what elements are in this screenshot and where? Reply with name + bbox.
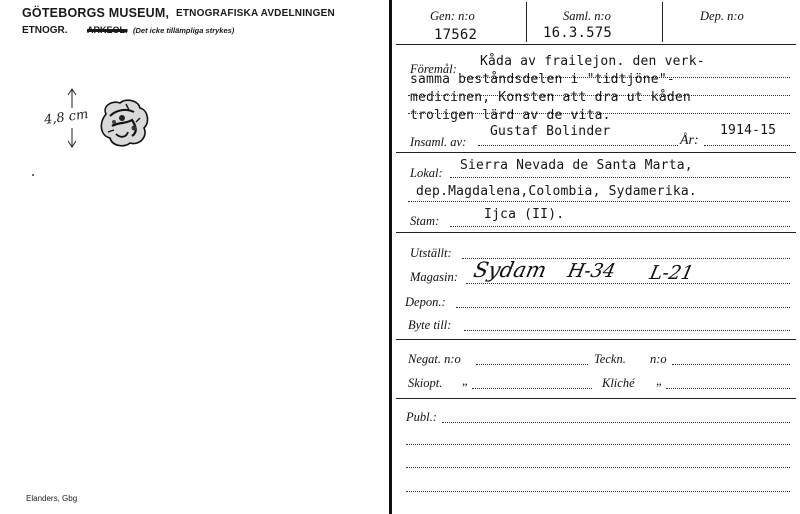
size-note: 4,8 cm xyxy=(43,106,90,129)
lokal-line-1: Sierra Nevada de Santa Marta, xyxy=(460,158,693,173)
section-rule xyxy=(396,339,796,340)
museum-name: GÖTEBORGS MUSEUM, xyxy=(22,6,170,20)
dotted-line xyxy=(450,226,790,227)
ar-value: 1914-15 xyxy=(720,123,777,138)
ditto-mark: „ xyxy=(656,374,663,388)
dotted-line xyxy=(406,491,790,492)
printer-credit: Elanders, Gbg xyxy=(26,494,78,503)
stam-value: Ijca (II). xyxy=(484,207,565,222)
ditto-mark: „ xyxy=(462,374,469,388)
card-left-panel xyxy=(0,0,392,514)
speck-mark xyxy=(32,174,34,176)
dotted-line xyxy=(464,330,790,331)
insaml-value: Gustaf Bolinder xyxy=(490,124,611,139)
dep-label: Dep. n:o xyxy=(700,9,744,23)
struck-note: (Det icke tillämpliga strykes) xyxy=(133,26,235,35)
struck-out-label: ARKEOL. xyxy=(87,25,128,35)
section-rule xyxy=(396,398,796,399)
gen-label: Gen: n:o xyxy=(430,9,475,23)
card-divider xyxy=(389,0,392,514)
magasin-handwriting-1: Sydam xyxy=(471,258,549,282)
stam-label: Stam: xyxy=(410,214,440,228)
magasin-handwriting-2: H-34 xyxy=(565,260,618,282)
insaml-label: Insaml. av: xyxy=(410,135,467,149)
skiopt-label: Skiopt. xyxy=(408,376,443,390)
dotted-line xyxy=(406,444,790,445)
resin-specimen-image xyxy=(96,96,152,150)
byte-label: Byte till: xyxy=(408,318,452,332)
dotted-line xyxy=(408,95,790,96)
negat-label: Negat. n:o xyxy=(408,352,461,366)
section-rule xyxy=(396,232,796,233)
teckn-no-label: n:o xyxy=(650,352,667,366)
section-rule xyxy=(396,44,796,45)
utstallt-label: Utställt: xyxy=(410,246,452,260)
dotted-line xyxy=(464,77,790,78)
dotted-line xyxy=(450,177,790,178)
ar-label: År: xyxy=(680,133,699,148)
dotted-line xyxy=(478,145,678,146)
kliche-label: Kliché xyxy=(602,376,635,390)
dotted-line xyxy=(472,388,592,389)
dotted-line xyxy=(704,145,790,146)
dotted-line xyxy=(442,422,790,423)
lokal-line-2: dep.Magdalena,Colombia, Sydamerika. xyxy=(416,184,697,199)
depon-label: Depon.: xyxy=(405,295,446,309)
lokal-label: Lokal: xyxy=(410,166,443,180)
box-divider xyxy=(662,2,663,42)
department-name: ETNOGRAFISKA AVDELNINGEN xyxy=(176,8,335,19)
etnogr-label: ETNOGR. xyxy=(22,25,68,36)
dotted-line xyxy=(672,364,790,365)
dotted-line xyxy=(476,364,588,365)
dotted-line xyxy=(666,388,790,389)
section-rule xyxy=(396,152,796,153)
foremal-line-1: Kåda av frailejon. den verk- xyxy=(480,54,705,69)
teckn-label: Teckn. xyxy=(594,352,626,366)
saml-label: Saml. n:o xyxy=(563,9,611,23)
magasin-label: Magasin: xyxy=(410,270,458,284)
publ-label: Publ.: xyxy=(406,410,437,424)
saml-value: 16.3.575 xyxy=(543,25,613,41)
dotted-line xyxy=(408,113,790,114)
foremal-line-2: samma beståndsdelen i "tidtjöne"- xyxy=(410,72,675,87)
dotted-line xyxy=(456,307,790,308)
foremal-line-3: medicinen, Konsten att dra ut kåden xyxy=(410,90,691,105)
gen-value: 17562 xyxy=(434,27,478,43)
dotted-line xyxy=(408,201,790,202)
box-divider xyxy=(526,2,527,42)
magasin-handwriting-3: L-21 xyxy=(647,262,696,284)
foremal-label: Föremål: xyxy=(410,62,457,76)
foremal-line-4: troligen lärd av de vita. xyxy=(410,108,611,123)
dotted-line xyxy=(406,467,790,468)
dotted-line xyxy=(466,283,790,284)
